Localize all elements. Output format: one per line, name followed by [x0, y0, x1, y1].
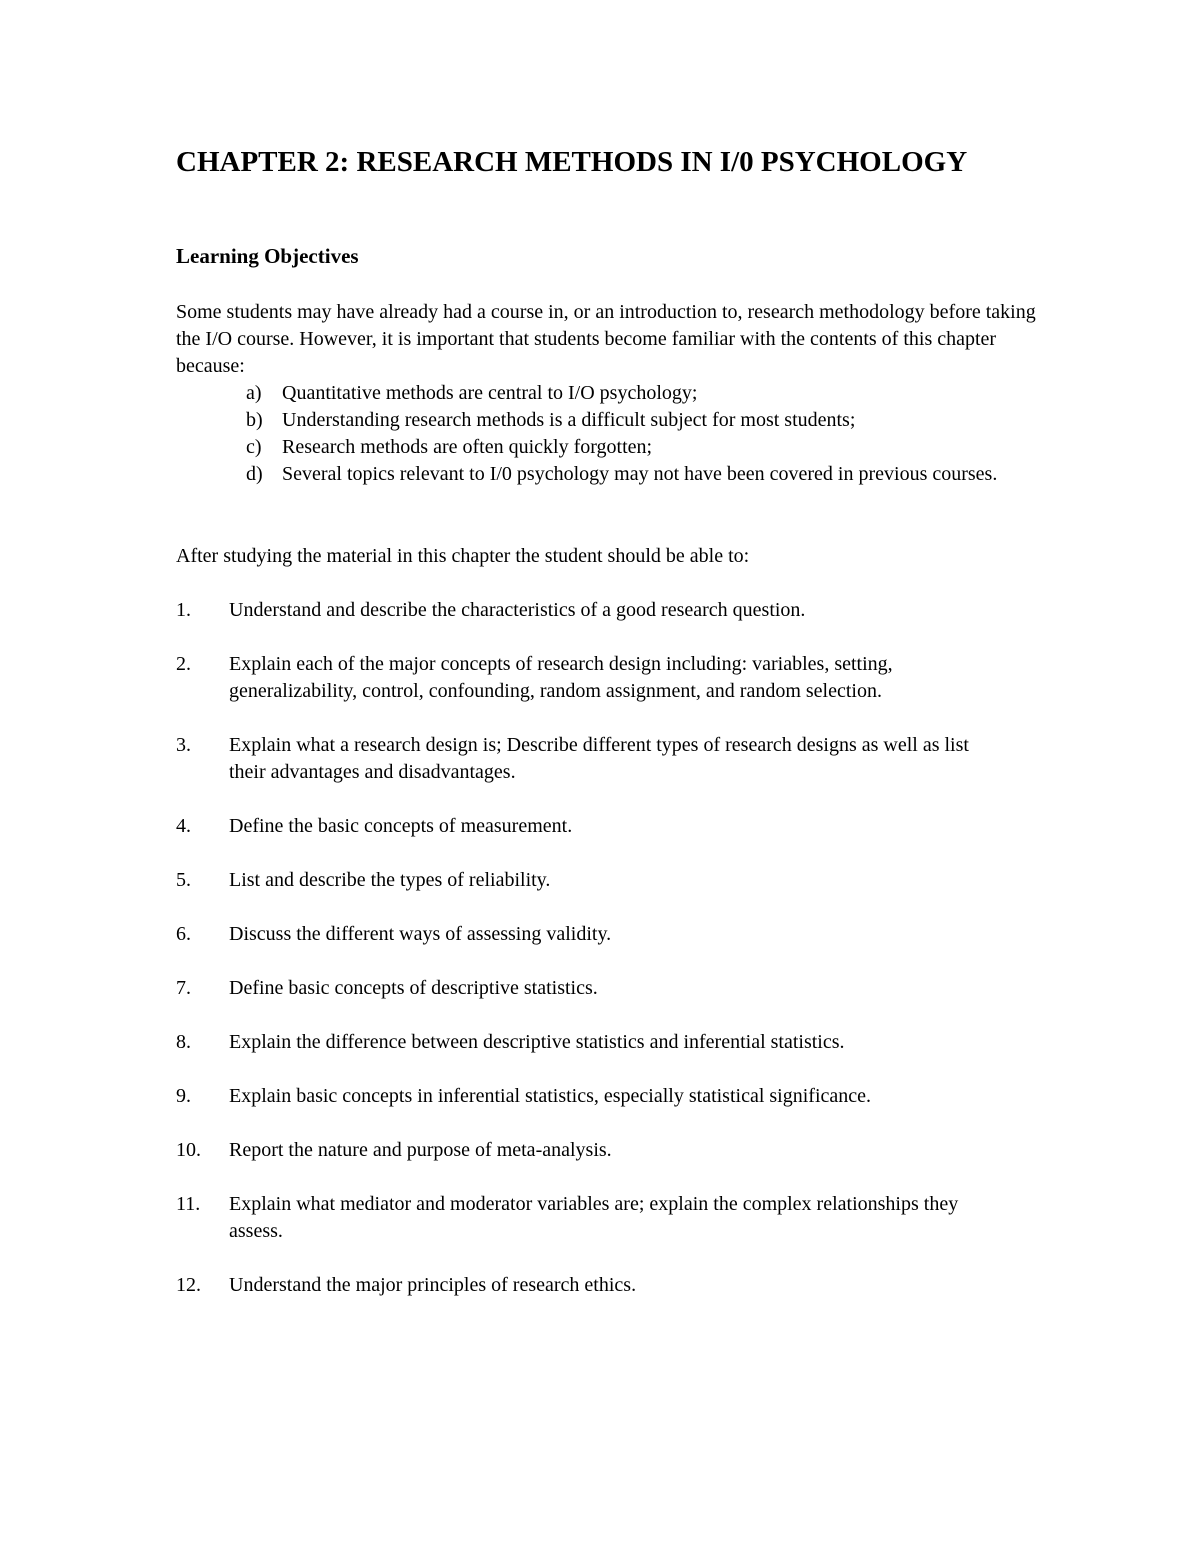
- intro-paragraph: Some students may have already had a course in, or an introduction to, research methodology before taking the I/O course. However, it is important that students become familiar with the contents of this chapter because:: [176, 301, 1036, 377]
- objective-text: Explain what a research design is; Describe different types of research designs as well as list their advantages and disadvantages.: [229, 734, 969, 783]
- objective-number: 1.: [176, 599, 191, 621]
- objective-text: Define basic concepts of descriptive statistics.: [229, 977, 598, 999]
- objective-number: 10.: [176, 1139, 201, 1161]
- objective-item: [176, 813, 1036, 840]
- list-item: [246, 434, 1006, 461]
- list-item: [246, 380, 1006, 407]
- chapter-title: CHAPTER 2: RESEARCH METHODS IN I/0 PSYCHOLOGY: [176, 146, 968, 178]
- objective-text: Discuss the different ways of assessing validity.: [229, 923, 612, 945]
- list-marker: d): [246, 463, 263, 485]
- list-marker: a): [246, 382, 262, 404]
- objectives-lead: After studying the material in this chapter the student should be able to:: [176, 545, 750, 567]
- objective-number: 3.: [176, 734, 191, 756]
- objective-item: [176, 1272, 1036, 1299]
- objective-item: [176, 867, 1036, 894]
- objective-text: Report the nature and purpose of meta-analysis.: [229, 1139, 612, 1161]
- objective-text: Understand and describe the characteristics of a good research question.: [229, 599, 806, 621]
- list-item-text: Research methods are often quickly forgotten;: [282, 436, 653, 458]
- section-heading: Learning Objectives: [176, 244, 359, 268]
- objective-text: Explain each of the major concepts of research design including: variables, setting, generalizability, control, confounding, random assignment, and random selection.: [229, 653, 893, 702]
- objective-number: 8.: [176, 1031, 191, 1053]
- list-item: [246, 407, 1006, 434]
- objective-text: Explain what mediator and moderator variables are; explain the complex relationships they assess.: [229, 1193, 959, 1242]
- objective-text: Understand the major principles of research ethics.: [229, 1274, 637, 1296]
- objective-number: 4.: [176, 815, 191, 837]
- objective-item: [176, 1083, 1036, 1110]
- reasons-list: [246, 380, 1006, 488]
- objective-text: Explain basic concepts in inferential statistics, especially statistical significance.: [229, 1085, 872, 1107]
- objective-item: [176, 651, 1036, 705]
- objective-item: [176, 1191, 1036, 1245]
- objective-number: 5.: [176, 869, 191, 891]
- objective-text: Define the basic concepts of measurement.: [229, 815, 573, 837]
- objective-item: [176, 1029, 1036, 1056]
- objective-text: List and describe the types of reliability.: [229, 869, 551, 891]
- objective-text: Explain the difference between descriptive statistics and inferential statistics.: [229, 1031, 845, 1053]
- list-item-text: Quantitative methods are central to I/O psychology;: [282, 382, 698, 404]
- objective-item: [176, 732, 1036, 786]
- list-item-text: Several topics relevant to I/0 psychology may not have been covered in previous courses.: [282, 463, 998, 485]
- objective-number: 2.: [176, 653, 191, 675]
- objective-number: 7.: [176, 977, 191, 999]
- objective-number: 9.: [176, 1085, 191, 1107]
- objective-number: 11.: [176, 1193, 201, 1215]
- list-item-text: Understanding research methods is a difficult subject for most students;: [282, 409, 856, 431]
- list-marker: c): [246, 436, 262, 458]
- list-marker: b): [246, 409, 263, 431]
- list-item: [246, 461, 1006, 488]
- objective-item: [176, 1137, 1036, 1164]
- objective-number: 12.: [176, 1274, 201, 1296]
- objectives-list: [176, 597, 1036, 1326]
- objective-number: 6.: [176, 923, 191, 945]
- objective-item: [176, 597, 1036, 624]
- objective-item: [176, 975, 1036, 1002]
- objective-item: [176, 921, 1036, 948]
